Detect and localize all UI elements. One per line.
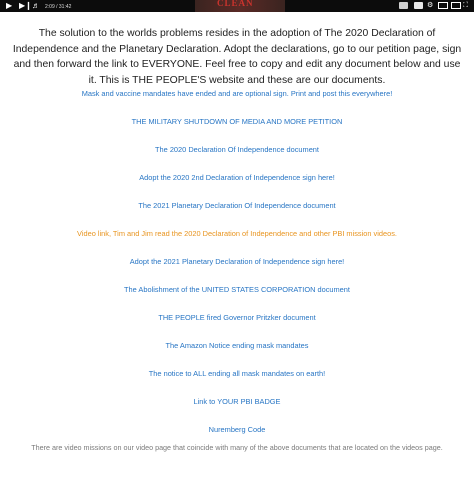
link-2020-declaration-document[interactable]: The 2020 Declaration Of Independence document — [155, 145, 319, 155]
fullscreen-icon[interactable]: ⛶ — [463, 2, 468, 9]
play-icon[interactable]: ▶ — [6, 1, 13, 10]
miniplayer-icon[interactable] — [438, 2, 448, 9]
intro-paragraph: The solution to the worlds problems resides in the adoption of The 2020 Declaration of Independence and the Planetary Declaration. Adopt the declarations, go to our petition page, sign and then forward the link to EVERYONE. Feel free to copy and edit any document below and use it. This is THE PEOPLE'S website and these are our documents. — [12, 28, 462, 86]
document-links-list — [0, 88, 474, 435]
link-video-tim-jim[interactable]: Video link, Tim and Jim read the 2020 Declaration of Independence and other PBI mission videos. — [77, 229, 397, 239]
link-2021-planetary-declaration[interactable]: The 2021 Planetary Declaration Of Independence document — [138, 201, 336, 211]
link-notice-to-all[interactable]: The notice to ALL ending all mask mandates on earth! — [148, 369, 326, 379]
volume-icon[interactable]: ♬ — [32, 1, 40, 10]
footer-note: There are video missions on our video page that coincide with many of the above documents that are located on the videos page. — [31, 443, 443, 453]
video-player-controls[interactable] — [0, 0, 474, 12]
thumbnail-text: CLEAN — [217, 0, 254, 8]
link-adopt-2020-declaration[interactable]: Adopt the 2020 2nd Declaration of Independence sign here! — [139, 173, 335, 183]
link-pbi-badge[interactable]: Link to YOUR PBI BADGE — [193, 397, 281, 407]
settings-gear-icon[interactable]: ⚙ — [427, 2, 434, 9]
link-nuremberg-code[interactable]: Nuremberg Code — [208, 425, 266, 435]
link-military-shutdown-petition[interactable]: THE MILITARY SHUTDOWN OF MEDIA AND MORE PETITION — [131, 117, 343, 127]
link-pritzker-fired[interactable]: THE PEOPLE fired Governor Pritzker document — [158, 313, 316, 323]
video-time: 2:09 / 31:42 — [45, 4, 72, 10]
autoplay-toggle[interactable] — [399, 2, 408, 9]
link-mask-vaccine-mandates[interactable]: Mask and vaccine mandates have ended and are optional sign. Print and post this everywhere! — [81, 89, 393, 99]
link-abolishment-us-corporation[interactable]: The Abolishment of the UNITED STATES CORPORATION document — [124, 285, 350, 295]
video-thumbnail — [195, 0, 285, 12]
subtitles-icon[interactable] — [414, 2, 423, 9]
link-adopt-2021-planetary[interactable]: Adopt the 2021 Planetary Declaration of Independence sign here! — [129, 257, 345, 267]
link-amazon-notice[interactable]: The Amazon Notice ending mask mandates — [165, 341, 309, 351]
next-icon[interactable]: ▶❙ — [19, 1, 32, 10]
theater-mode-icon[interactable] — [451, 2, 461, 9]
